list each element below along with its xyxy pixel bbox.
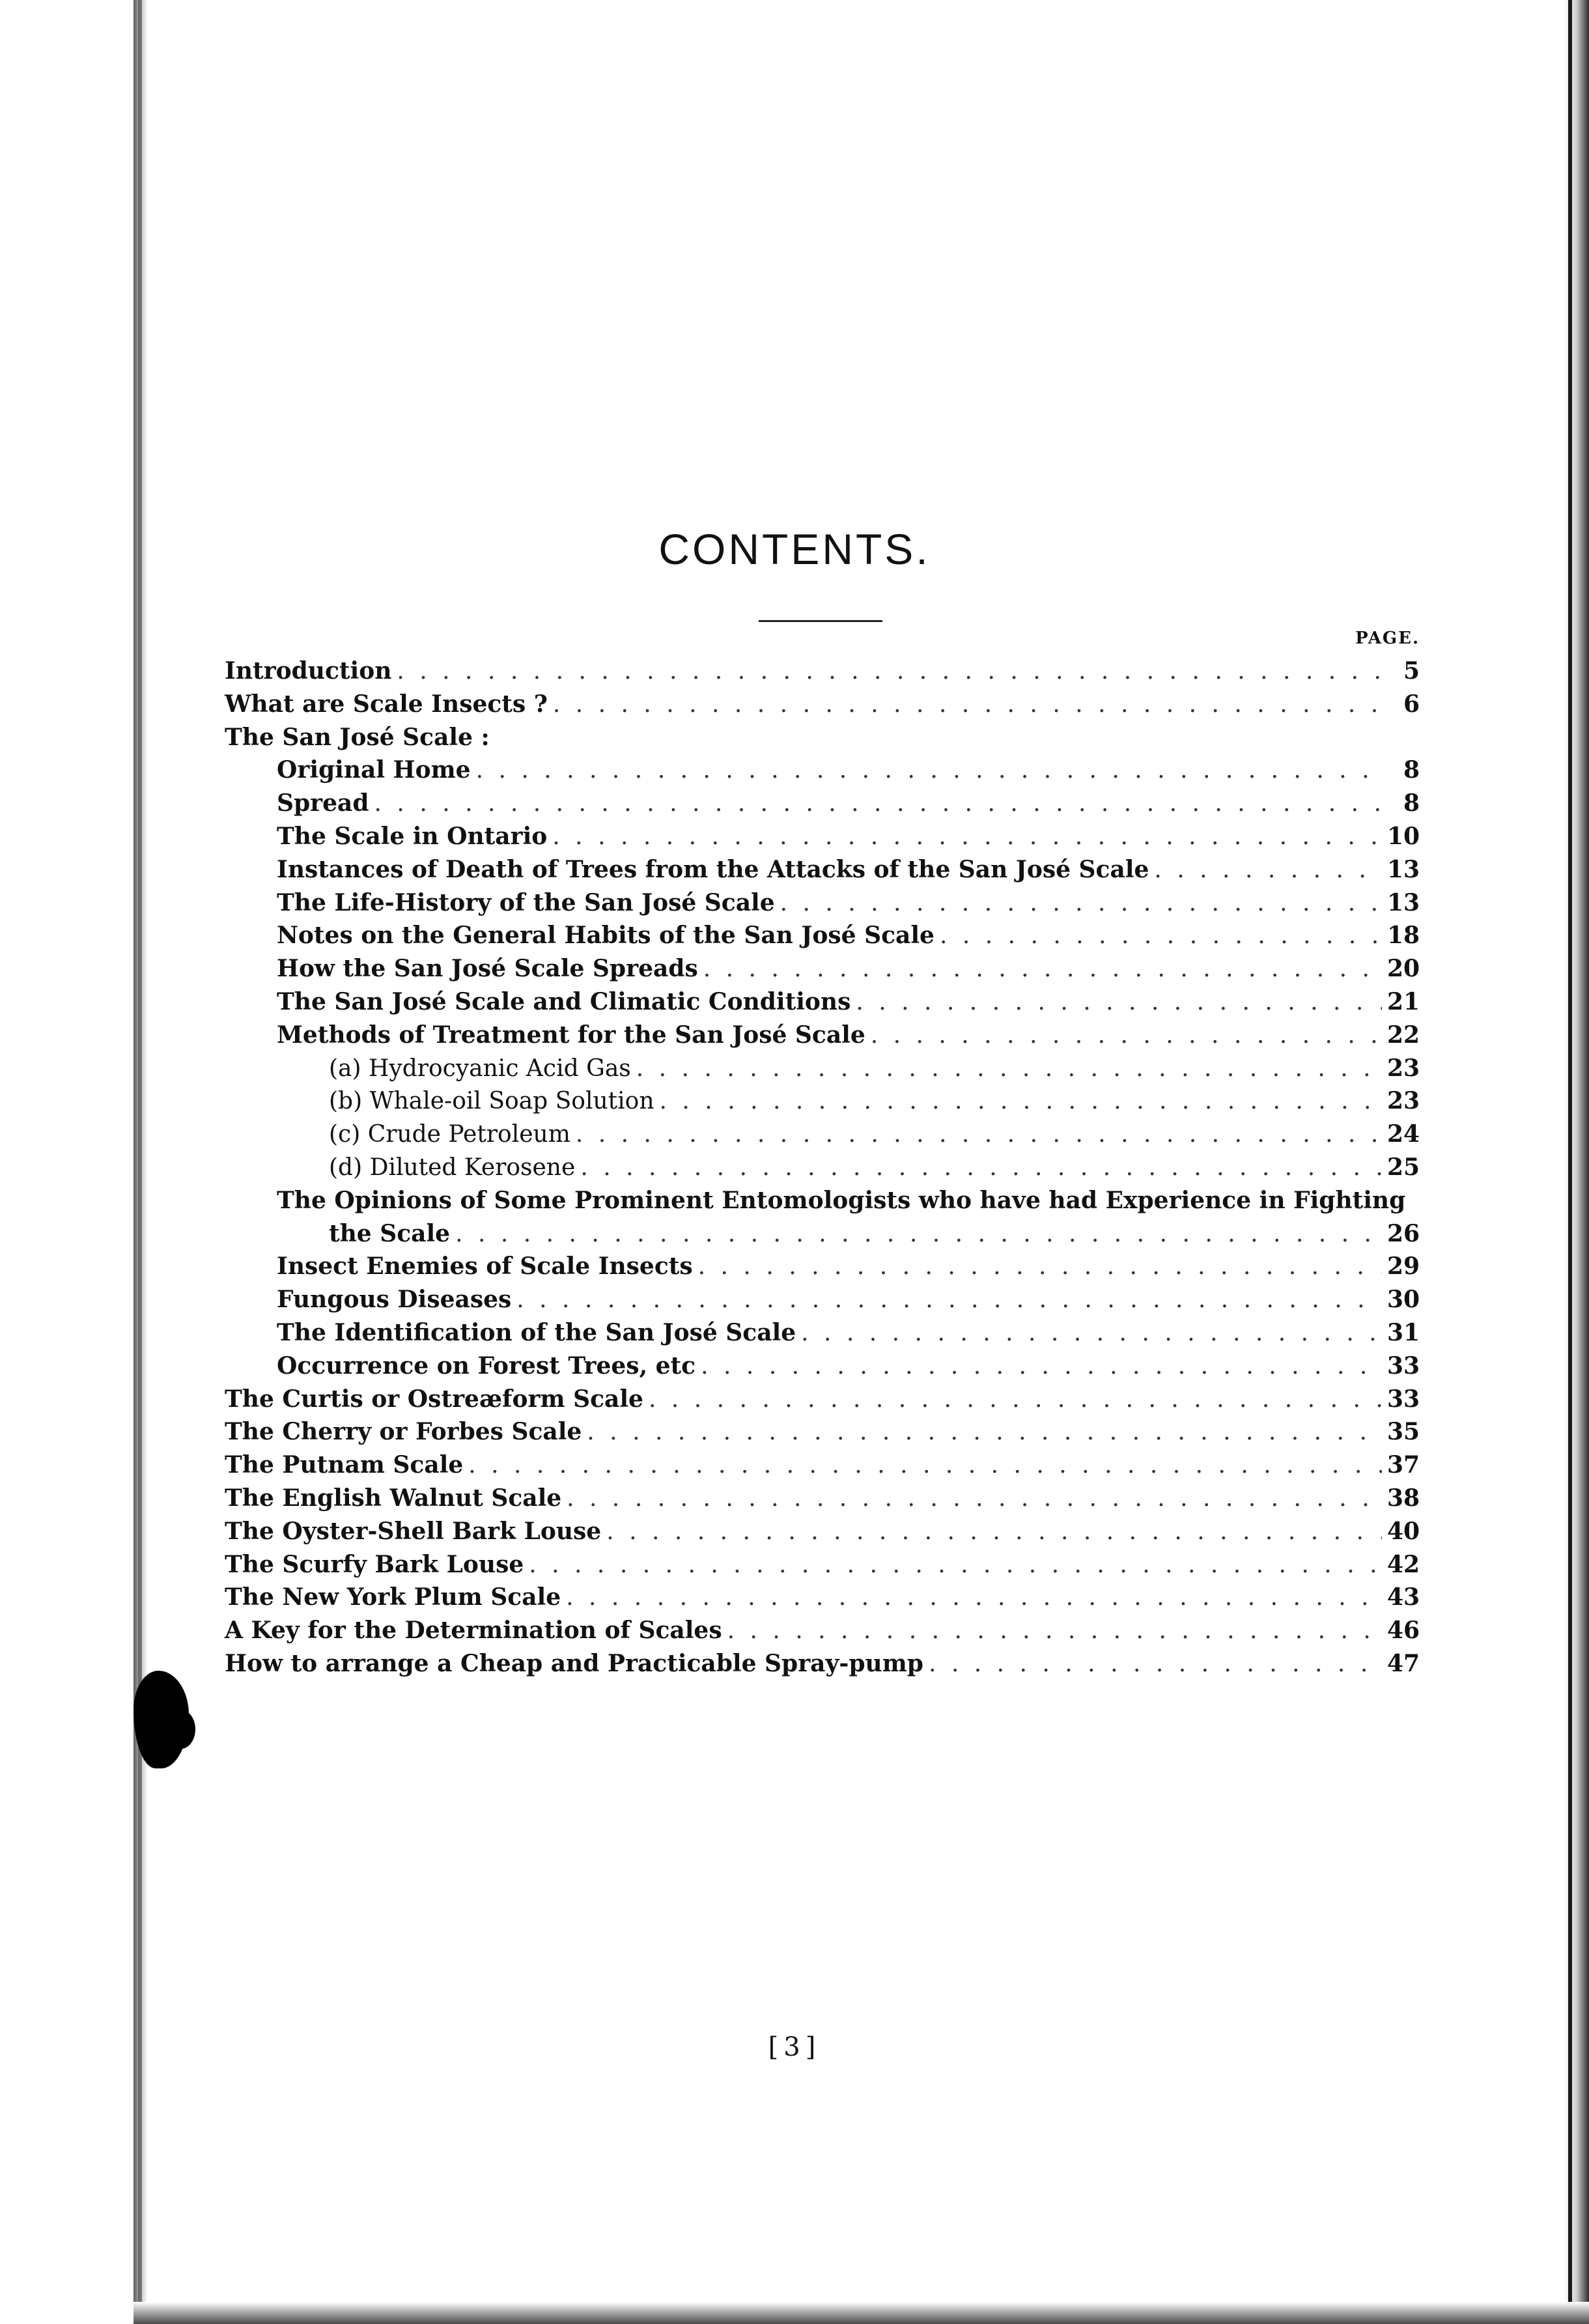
toc-entry-page: 21 [1387, 987, 1420, 1015]
dot-leader [727, 1615, 1382, 1648]
toc-entry-title: Insect Enemies of Scale Insects [277, 1253, 693, 1281]
dot-leader [476, 754, 1382, 787]
toc-entry [225, 1118, 1420, 1151]
toc-entry-title: Original Home [277, 756, 471, 784]
dot-leader [397, 655, 1382, 688]
toc-entry [225, 919, 1420, 952]
toc-entry-title: The Scale in Ontario [277, 822, 548, 850]
dot-leader [703, 953, 1382, 986]
toc-entry-page: 30 [1387, 1286, 1420, 1314]
toc-entry-title: (c) Crude Petroleum [329, 1121, 570, 1148]
dot-leader [553, 688, 1382, 722]
toc-entries [225, 655, 1420, 1680]
toc-entry [225, 1019, 1420, 1052]
toc-entry-page: 6 [1403, 690, 1420, 718]
toc-entry [225, 985, 1420, 1019]
toc-entry-page: 37 [1387, 1451, 1420, 1479]
toc-entry-title: The Scurfy Bark Louse [225, 1550, 524, 1578]
toc-entry [225, 1052, 1420, 1085]
toc-entry [225, 1184, 1420, 1217]
toc-entry-title: (a) Hydrocyanic Acid Gas [329, 1055, 631, 1082]
ink-blot-detail [166, 1710, 195, 1749]
toc-entry [225, 1217, 1420, 1251]
scan-margin-left [0, 0, 134, 2324]
toc-entry [225, 1316, 1420, 1350]
dot-leader [940, 920, 1382, 953]
toc-entry-page: 5 [1403, 657, 1420, 685]
toc-entry-page: 46 [1387, 1617, 1420, 1645]
dot-leader [576, 1118, 1382, 1152]
toc-entry-page: 23 [1387, 1054, 1420, 1082]
toc-entry-page: 25 [1387, 1153, 1420, 1181]
toc-entry-page: 18 [1387, 922, 1420, 950]
page-column-header: PAGE. [1355, 629, 1420, 648]
toc-entry [225, 1415, 1420, 1449]
toc-entry [225, 754, 1420, 787]
toc-entry-title: Methods of Treatment for the San José Scale [277, 1021, 865, 1049]
toc-entry-page: 20 [1387, 955, 1420, 983]
toc-entry-page: 31 [1387, 1318, 1420, 1346]
dot-leader [606, 1516, 1382, 1549]
scan-page-edge-bottom [134, 2302, 1589, 2324]
toc-entry-page: 29 [1387, 1253, 1420, 1281]
toc-entry-title: Occurrence on Forest Trees, etc [277, 1352, 696, 1380]
toc-entry-page: 13 [1387, 888, 1420, 916]
dot-leader [780, 887, 1382, 920]
toc-entry [225, 820, 1420, 853]
dot-leader [929, 1648, 1382, 1681]
toc-entry [225, 688, 1420, 721]
toc-entry-page: 40 [1387, 1517, 1420, 1545]
toc-entry-title: The San José Scale : [225, 723, 490, 751]
toc-entry [225, 721, 1420, 754]
toc-entry-page: 24 [1387, 1120, 1420, 1148]
toc-entry-page: 8 [1403, 756, 1420, 784]
toc-entry [225, 655, 1420, 688]
toc-entry-page: 33 [1387, 1352, 1420, 1380]
dot-leader [636, 1053, 1382, 1086]
toc-entry-page: 10 [1387, 822, 1420, 850]
dot-leader [552, 821, 1382, 854]
dot-leader [587, 1416, 1382, 1449]
toc-entry [225, 1084, 1420, 1118]
toc-entry-title: Fungous Diseases [277, 1286, 512, 1314]
toc-entry-page: 22 [1387, 1021, 1420, 1049]
toc-entry-title: the Scale [329, 1219, 451, 1247]
toc-entry-title: The Life-History of the San José Scale [277, 888, 775, 916]
toc-entry-page: 35 [1387, 1418, 1420, 1446]
toc-entry-title: Notes on the General Habits of the San José Scale [277, 922, 935, 950]
toc-entry-title: Introduction [225, 657, 392, 685]
toc-entry-page: 23 [1387, 1087, 1420, 1115]
toc-entry-title: A Key for the Determination of Scales [225, 1617, 722, 1645]
dot-leader [567, 1482, 1382, 1516]
dot-leader [566, 1581, 1382, 1615]
scan-binding-line [138, 0, 142, 2324]
toc-entry [225, 1482, 1420, 1515]
toc-entry-page: 47 [1387, 1649, 1420, 1677]
toc-entry-title: The English Walnut Scale [225, 1484, 562, 1512]
toc-entry [225, 787, 1420, 820]
toc-entry-title: The Opinions of Some Prominent Entomologists who have had Experience in Fighting [277, 1186, 1406, 1214]
toc-entry-title: The Oyster-Shell Bark Louse [225, 1517, 602, 1545]
dot-leader [455, 1218, 1382, 1251]
toc-entry-title: What are Scale Insects ? [225, 690, 548, 718]
toc-entry [225, 952, 1420, 985]
toc-entry-title: The Putnam Scale [225, 1451, 464, 1479]
toc-entry [225, 1614, 1420, 1647]
toc-entry-title: The Curtis or Ostreæform Scale [225, 1385, 643, 1413]
toc-entry-title: How to arrange a Cheap and Practicable Spray-pump [225, 1649, 923, 1677]
dot-leader [856, 986, 1382, 1019]
toc-entry [225, 1449, 1420, 1482]
dot-leader [580, 1152, 1382, 1185]
page-title: CONTENTS. [658, 525, 931, 573]
dot-leader [468, 1449, 1382, 1482]
toc-entry [225, 1151, 1420, 1184]
toc-entry [225, 1515, 1420, 1548]
toc-entry-page: 13 [1387, 855, 1420, 883]
dot-leader [698, 1251, 1382, 1284]
toc-entry [225, 1250, 1420, 1283]
page-number: [3] [768, 2032, 821, 2062]
toc-entry-title: The Identification of the San José Scale [277, 1318, 796, 1346]
toc-entry-title: (d) Diluted Kerosene [329, 1154, 576, 1181]
dot-leader [1154, 854, 1382, 887]
dot-leader [374, 787, 1382, 821]
toc-entry-page: 26 [1387, 1219, 1420, 1247]
toc-entry-page: 8 [1403, 789, 1420, 817]
toc-entry [225, 886, 1420, 920]
toc-entry-title: The New York Plum Scale [225, 1583, 561, 1611]
toc-entry-page: 42 [1387, 1550, 1420, 1578]
toc-entry [225, 1548, 1420, 1581]
dot-leader [660, 1085, 1382, 1118]
dot-leader [701, 1350, 1382, 1383]
toc-entry-title: Instances of Death of Trees from the Attacks of the San José Scale [277, 855, 1149, 883]
toc-entry [225, 1647, 1420, 1680]
toc-entry [225, 1283, 1420, 1316]
toc-entry [225, 853, 1420, 886]
dot-leader [801, 1317, 1382, 1350]
toc-entry-title: The San José Scale and Climatic Conditions [277, 987, 851, 1015]
toc-entry-title: Spread [277, 789, 369, 817]
toc-entry-page: 33 [1387, 1385, 1420, 1413]
table-of-contents [225, 622, 1420, 1680]
toc-entry-title: How the San José Scale Spreads [277, 955, 698, 983]
toc-entry-page: 43 [1387, 1583, 1420, 1611]
toc-entry [225, 1383, 1420, 1416]
scan-edge-line-right [1568, 0, 1572, 2324]
toc-entry-title: (b) Whale-oil Soap Solution [329, 1088, 654, 1115]
toc-entry [225, 1350, 1420, 1383]
dot-leader [529, 1549, 1382, 1582]
dot-leader [649, 1383, 1382, 1417]
toc-entry-page: 38 [1387, 1484, 1420, 1512]
toc-entry [225, 1581, 1420, 1614]
dot-leader [516, 1284, 1382, 1317]
toc-entry-title: The Cherry or Forbes Scale [225, 1418, 582, 1446]
dot-leader [871, 1019, 1382, 1053]
